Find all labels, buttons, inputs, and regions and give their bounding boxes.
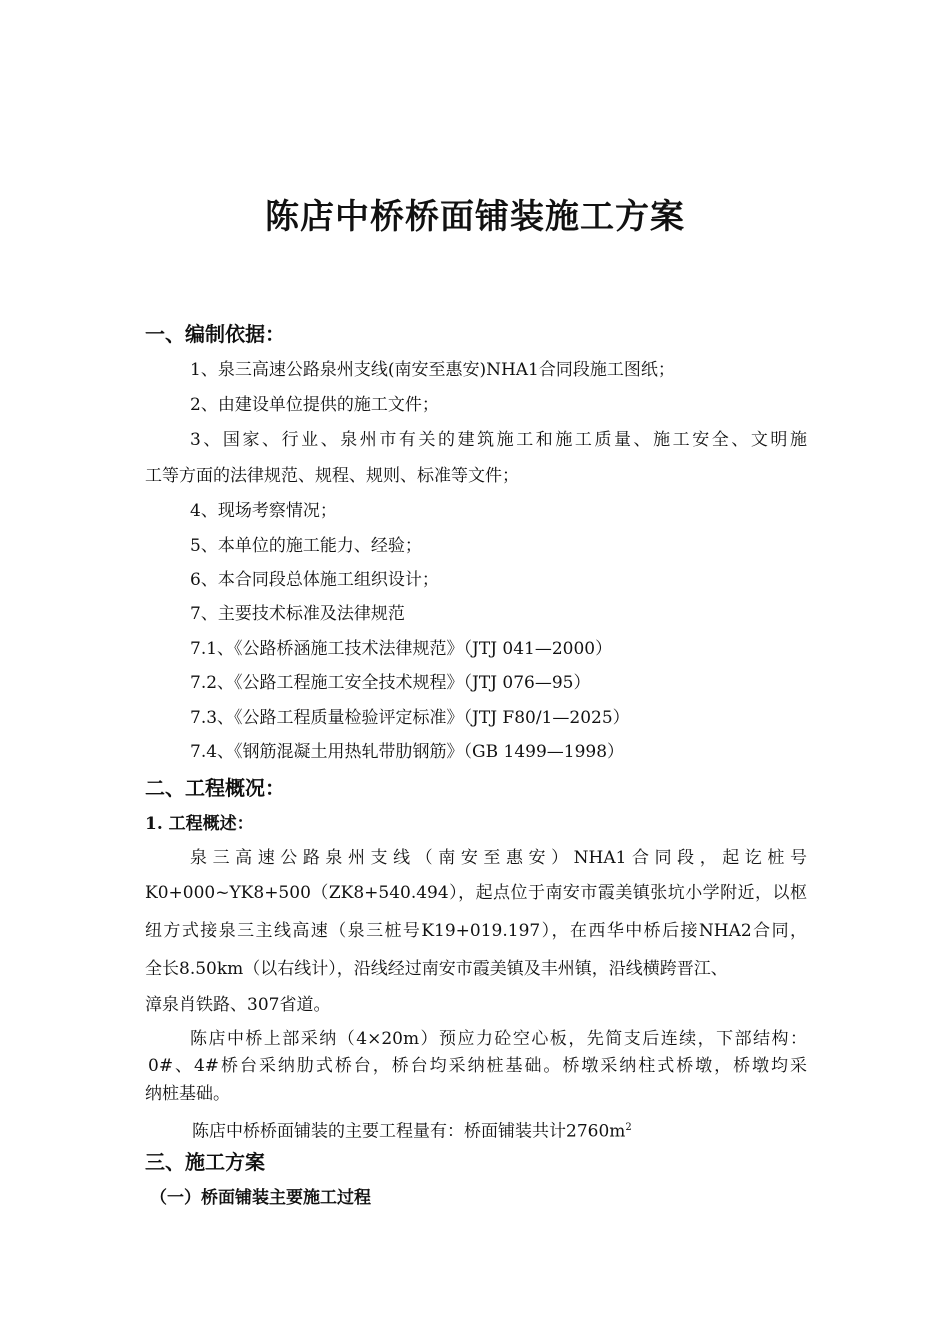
basis-item-5: 5、本单位的施工能力、经验； — [190, 536, 422, 556]
overview-quantity-text: 陈店中桥桥面铺装的主要工程量有：桥面铺装共计2760m — [192, 1121, 626, 1142]
overview-quantity — [192, 1116, 632, 1144]
overview-para1-line2: K0+000~YK8+500（ZK8+540.494），起点位于南安市霞美镇张坑小学附近，以枢 — [145, 883, 807, 903]
overview-para1-line5: 漳泉肖铁路、307省道。 — [145, 995, 331, 1015]
section-heading-plan: 三、施工方案 — [145, 1150, 265, 1174]
basis-item-2: 2、由建设单位提供的施工文件； — [190, 395, 439, 415]
overview-para2-line2: 0#、4#桥台采纳肋式桥台，桥台均采纳桩基础。桥墩采纳柱式桥墩，桥墩均采 — [148, 1056, 807, 1076]
basis-item-3-cont: 工等方面的法律规范、规程、规则、标准等文件； — [145, 466, 519, 486]
overview-para1-line1: 泉三高速公路泉州支线（南安至惠安）NHA1合同段，起讫桩号 — [190, 848, 807, 868]
overview-para1-line3: 纽方式接泉三主线高速（泉三桩号K19+019.197），在西华中桥后接NHA2合同， — [145, 921, 807, 941]
section-heading-basis: 一、编制依据： — [145, 322, 285, 346]
basis-item-4: 4、现场考察情况； — [190, 501, 337, 521]
section-heading-overview: 二、工程概况： — [145, 776, 285, 800]
overview-para1-line4: 全长8.50km（以右线计），沿线经过南安市霞美镇及丰州镇，沿线横跨晋江、 — [145, 959, 728, 979]
document-title: 陈店中桥桥面铺装施工方案 — [265, 197, 685, 237]
overview-para2-line1: 陈店中桥上部采纳（4×20m）预应力砼空心板，先简支后连续，下部结构： — [190, 1029, 807, 1049]
basis-item-7-1: 7.1、《公路桥涵施工技术法律规范》（JTJ 041—2000） — [190, 639, 613, 659]
subsection-heading-overview: 1. 工程概述： — [145, 814, 254, 834]
basis-item-7-3: 7.3、《公路工程质量检验评定标准》（JTJ F80/1—2025） — [190, 708, 630, 728]
basis-item-6: 6、本合同段总体施工组织设计； — [190, 570, 439, 590]
overview-quantity-sup: 2 — [625, 1122, 632, 1133]
basis-item-7: 7、主要技术标准及法律规范 — [190, 604, 405, 624]
basis-item-1: 1、泉三高速公路泉州支线(南安至惠安)NHA1合同段施工图纸； — [190, 360, 675, 380]
subsection-heading-paving-process: （一）桥面铺装主要施工过程 — [150, 1188, 371, 1208]
basis-item-7-4: 7.4、《钢筋混凝土用热轧带肋钢筋》（GB 1499—1998） — [190, 742, 625, 762]
basis-item-3: 3、国家、行业、泉州市有关的建筑施工和施工质量、施工安全、文明施 — [190, 430, 807, 450]
overview-para2-line3: 纳桩基础。 — [145, 1084, 230, 1104]
basis-item-7-2: 7.2、《公路工程施工安全技术规程》（JTJ 076—95） — [190, 673, 591, 693]
